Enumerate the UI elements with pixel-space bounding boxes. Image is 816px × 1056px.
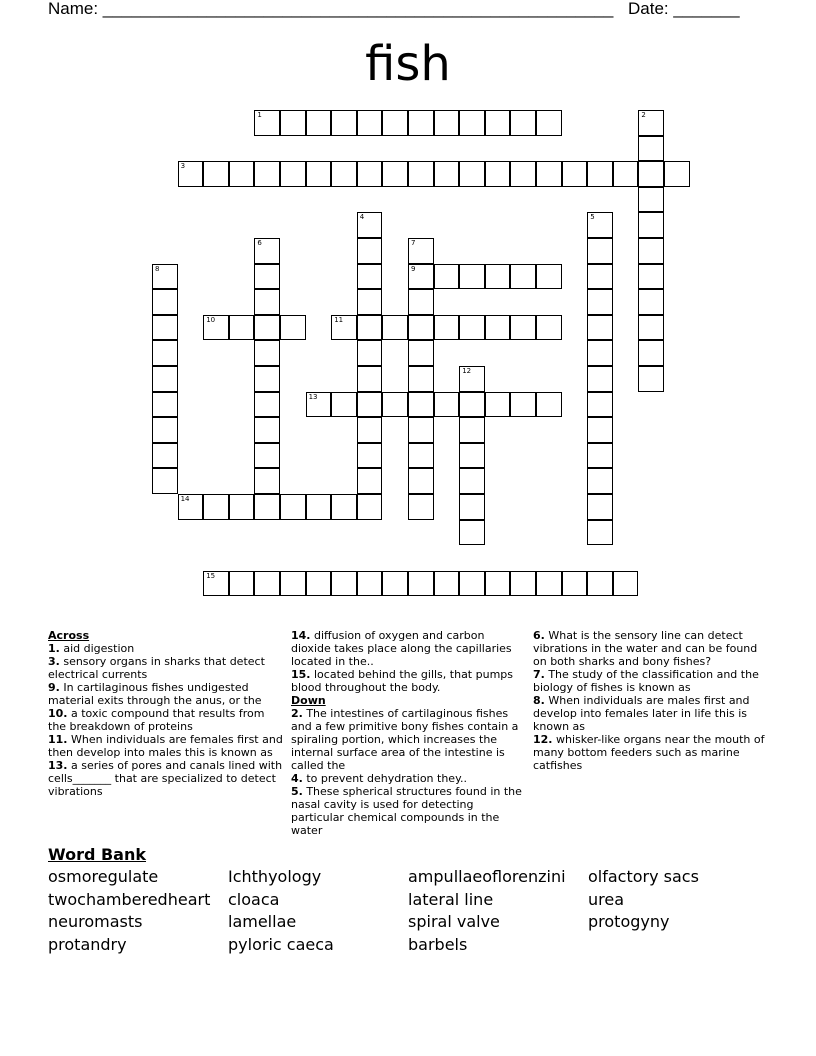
grid-cell[interactable] [254,110,280,136]
grid-cell[interactable] [357,494,383,520]
grid-cell[interactable] [408,366,434,392]
grid-cell[interactable] [638,264,664,290]
word-bank-item: urea [588,890,625,909]
grid-cell[interactable] [459,315,485,341]
grid-cell[interactable] [152,392,178,418]
cell-number: 8 [155,264,160,273]
grid-cell[interactable] [254,417,280,443]
clue-across-11: 11. When individuals are females first and then develop into males this is known as [48,733,283,759]
grid-cell[interactable] [459,366,485,392]
date-field[interactable]: Date: _______ [628,0,740,18]
grid-cell[interactable] [638,110,664,136]
grid-cell[interactable] [203,494,229,520]
cell-number: 1 [257,111,262,119]
grid-cell[interactable] [229,161,255,187]
grid-cell[interactable] [485,571,511,597]
clue-down-7: 7. The study of the classification and the biology of fishes is known as [533,668,759,694]
grid-cell[interactable] [254,238,280,264]
grid-cell[interactable] [408,443,434,469]
clue-down-8: 8. When individuals are males first and develop into females later in life this is known as [533,694,750,733]
grid-cell[interactable] [510,315,536,341]
grid-cell[interactable] [587,366,613,392]
cell-number: 10 [206,315,216,324]
grid-cell[interactable] [459,571,485,597]
grid-cell[interactable] [254,443,280,469]
grid-cell[interactable] [331,110,357,136]
grid-cell[interactable] [638,340,664,366]
grid-cell[interactable] [434,264,460,290]
grid-cell[interactable] [638,289,664,315]
clue-down-4: 4. to prevent dehydration they.. [291,772,468,785]
clue-down-6: 6. What is the sensory line can detect vibrations in the water and can be found on both sharks and bony fishes? [533,629,758,668]
grid-cell[interactable] [587,571,613,597]
grid-cell[interactable] [306,110,332,136]
grid-cell[interactable] [510,264,536,290]
grid-cell[interactable] [459,494,485,520]
word-bank-item: lateral line [408,890,494,909]
grid-cell[interactable] [587,468,613,494]
word-bank-item: Ichthyology [228,867,322,886]
word-bank-item: neuromasts [48,912,143,931]
grid-cell[interactable] [254,392,280,418]
grid-cell[interactable] [587,494,613,520]
grid-cell[interactable] [587,161,613,187]
grid-cell[interactable] [357,392,383,418]
grid-cell[interactable] [536,392,562,418]
grid-cell[interactable] [152,340,178,366]
word-bank-item: cloaca [228,890,280,909]
cell-number: 3 [180,162,186,171]
grid-cell[interactable] [510,161,536,187]
grid-cell[interactable] [254,571,280,597]
word-bank-item: protogyny [588,912,670,931]
grid-cell[interactable] [536,110,562,136]
grid-cell[interactable] [382,161,408,187]
grid-cell[interactable] [382,571,408,597]
grid-cell[interactable] [459,417,485,443]
grid-cell[interactable] [357,443,383,469]
grid-cell[interactable] [331,315,357,341]
grid-cell[interactable] [536,571,562,597]
grid-cell[interactable] [434,392,460,418]
clues-column-2 [291,629,527,837]
grid-cell[interactable] [408,315,434,341]
grid-cell[interactable] [280,571,306,597]
grid-cell[interactable] [408,161,434,187]
cell-number: 15 [206,571,216,580]
grid-cell[interactable] [254,264,280,290]
word-bank-item: barbels [408,935,468,954]
clue-across-13: 13. a series of pores and canals lined with cells_______ that are specialized to detect vibrations [48,759,283,798]
grid-cell[interactable] [638,238,664,264]
grid-cell[interactable] [306,161,332,187]
grid-cell[interactable] [280,494,306,520]
grid-cell[interactable] [485,264,511,290]
grid-cell[interactable] [357,417,383,443]
grid-cell[interactable] [638,161,664,187]
grid-cell[interactable] [408,468,434,494]
word-bank-item: protandry [48,935,127,954]
grid-cell[interactable] [408,494,434,520]
grid-cell[interactable] [587,315,613,341]
grid-cell[interactable] [203,315,229,341]
grid-cell[interactable] [280,110,306,136]
word-bank-item: spiral valve [408,912,500,931]
grid-cell[interactable] [562,571,588,597]
grid-cell[interactable] [434,315,460,341]
grid-cell[interactable] [178,494,204,520]
grid-cell[interactable] [382,392,408,418]
grid-cell[interactable] [152,264,178,290]
grid-cell[interactable] [408,264,434,290]
grid-cell[interactable] [459,520,485,546]
grid-cell[interactable] [357,571,383,597]
grid-cell[interactable] [459,468,485,494]
grid-cell[interactable] [587,392,613,418]
grid-cell[interactable] [536,315,562,341]
grid-cell[interactable] [357,212,383,238]
grid-cell[interactable] [587,443,613,469]
cell-number: 4 [359,213,365,222]
grid-cell[interactable] [510,392,536,418]
across-heading: Across [48,629,90,642]
grid-cell[interactable] [485,392,511,418]
grid-cell[interactable] [613,571,639,597]
clues-column-1 [48,629,284,798]
grid-cell[interactable] [331,494,357,520]
grid-cell[interactable] [587,520,613,546]
clue-across-9: 9. In cartilaginous fishes undigested material exits through the anus, or the [48,681,262,707]
clue-across-3: 3. sensory organs in sharks that detect electrical currents [48,655,265,681]
page-title: fish [365,36,451,92]
grid-cell[interactable] [357,161,383,187]
grid-cell[interactable] [254,161,280,187]
word-bank-item: olfactory sacs [588,867,699,886]
grid-cell[interactable] [638,187,664,213]
grid-cell[interactable] [536,264,562,290]
clues-column-3 [533,629,769,772]
grid-cell[interactable] [638,212,664,238]
word-bank-item: pyloric caeca [228,935,334,954]
cell-number: 6 [257,239,262,247]
grid-cell[interactable] [408,289,434,315]
grid-cell[interactable] [254,289,280,315]
grid-cell[interactable] [459,110,485,136]
grid-cell[interactable] [331,161,357,187]
name-field[interactable]: Name: ______________________________________________________ [48,0,614,18]
grid-cell[interactable] [459,443,485,469]
grid-cell[interactable] [152,289,178,315]
grid-cell[interactable] [459,264,485,290]
grid-cell[interactable] [331,571,357,597]
word-bank-item: ampullaeoflorenzini [408,867,566,886]
grid-cell[interactable] [357,468,383,494]
cell-number: 13 [308,392,318,401]
grid-cell[interactable] [408,417,434,443]
grid-cell[interactable] [306,494,332,520]
grid-cell[interactable] [587,212,613,238]
grid-cell[interactable] [382,315,408,341]
cell-number: 14 [180,495,190,503]
grid-cell[interactable] [638,366,664,392]
grid-cell[interactable] [357,110,383,136]
grid-cell[interactable] [152,417,178,443]
grid-cell[interactable] [638,315,664,341]
grid-cell[interactable] [357,340,383,366]
cell-number: 12 [462,367,472,375]
grid-cell[interactable] [280,161,306,187]
cell-number: 5 [590,213,595,222]
grid-cell[interactable] [638,136,664,162]
cell-number: 7 [411,239,416,247]
clue-down-2: 2. The intestines of cartilaginous fishes and a few primitive bony fishes contain a spiraling portion, which increases the internal surface area of the intestine is called the [291,707,519,772]
grid-cell[interactable] [587,340,613,366]
word-bank-title: Word Bank [48,845,147,864]
grid-cell[interactable] [510,571,536,597]
grid-cell[interactable] [485,161,511,187]
grid-cell[interactable] [306,571,332,597]
grid-cell[interactable] [357,264,383,290]
grid-cell[interactable] [510,110,536,136]
cell-number: 2 [641,111,646,119]
grid-cell[interactable] [306,392,332,418]
grid-cell[interactable] [152,315,178,341]
clue-down-12: 12. whisker-like organs near the mouth of many bottom feeders such as marine catfishes [533,733,765,772]
grid-cell[interactable] [459,392,485,418]
grid-cell[interactable] [254,468,280,494]
grid-cell[interactable] [485,315,511,341]
grid-cell[interactable] [203,161,229,187]
grid-cell[interactable] [152,468,178,494]
grid-cell[interactable] [485,110,511,136]
grid-cell[interactable] [408,110,434,136]
grid-cell[interactable] [434,110,460,136]
grid-cell[interactable] [408,392,434,418]
grid-cell[interactable] [408,571,434,597]
grid-cell[interactable] [254,366,280,392]
grid-cell[interactable] [562,161,588,187]
grid-cell[interactable] [254,494,280,520]
grid-cell[interactable] [434,571,460,597]
grid-cell[interactable] [536,161,562,187]
grid-cell[interactable] [229,571,255,597]
clue-across-1: 1. aid digestion [48,642,135,655]
grid-cell[interactable] [357,315,383,341]
grid-cell[interactable] [357,366,383,392]
clue-across-10: 10. a toxic compound that results from the breakdown of proteins [48,707,265,733]
clue-down-5: 5. These spherical structures found in the nasal cavity is used for detecting particular chemical compounds in the water [291,785,522,837]
grid-cell[interactable] [434,161,460,187]
grid-cell[interactable] [459,161,485,187]
grid-cell[interactable] [152,366,178,392]
grid-cell[interactable] [408,238,434,264]
grid-cell[interactable] [408,340,434,366]
word-bank-item: lamellae [228,912,297,931]
word-bank-item: twochamberedheart [48,890,211,909]
down-heading: Down [291,694,326,707]
grid-cell[interactable] [587,264,613,290]
grid-cell[interactable] [382,110,408,136]
grid-cell[interactable] [203,571,229,597]
grid-cell[interactable] [331,392,357,418]
word-bank-item: osmoregulate [48,867,159,886]
cell-number: 9 [411,264,416,273]
grid-cell[interactable] [587,238,613,264]
grid-cell[interactable] [587,289,613,315]
grid-cell[interactable] [280,315,306,341]
cell-number: 11 [334,315,344,324]
clue-across-14: 14. diffusion of oxygen and carbon dioxide takes place along the capillaries located in the.. [291,629,512,668]
grid-cell[interactable] [229,494,255,520]
grid-cell[interactable] [152,443,178,469]
grid-cell[interactable] [229,315,255,341]
grid-cell[interactable] [357,238,383,264]
grid-cell[interactable] [357,289,383,315]
grid-cell[interactable] [613,161,639,187]
grid-cell[interactable] [254,315,280,341]
grid-cell[interactable] [664,161,690,187]
grid-cell[interactable] [254,340,280,366]
grid-cell[interactable] [587,417,613,443]
clue-across-15: 15. located behind the gills, that pumps blood throughout the body. [291,668,514,694]
grid-cell[interactable] [178,161,204,187]
